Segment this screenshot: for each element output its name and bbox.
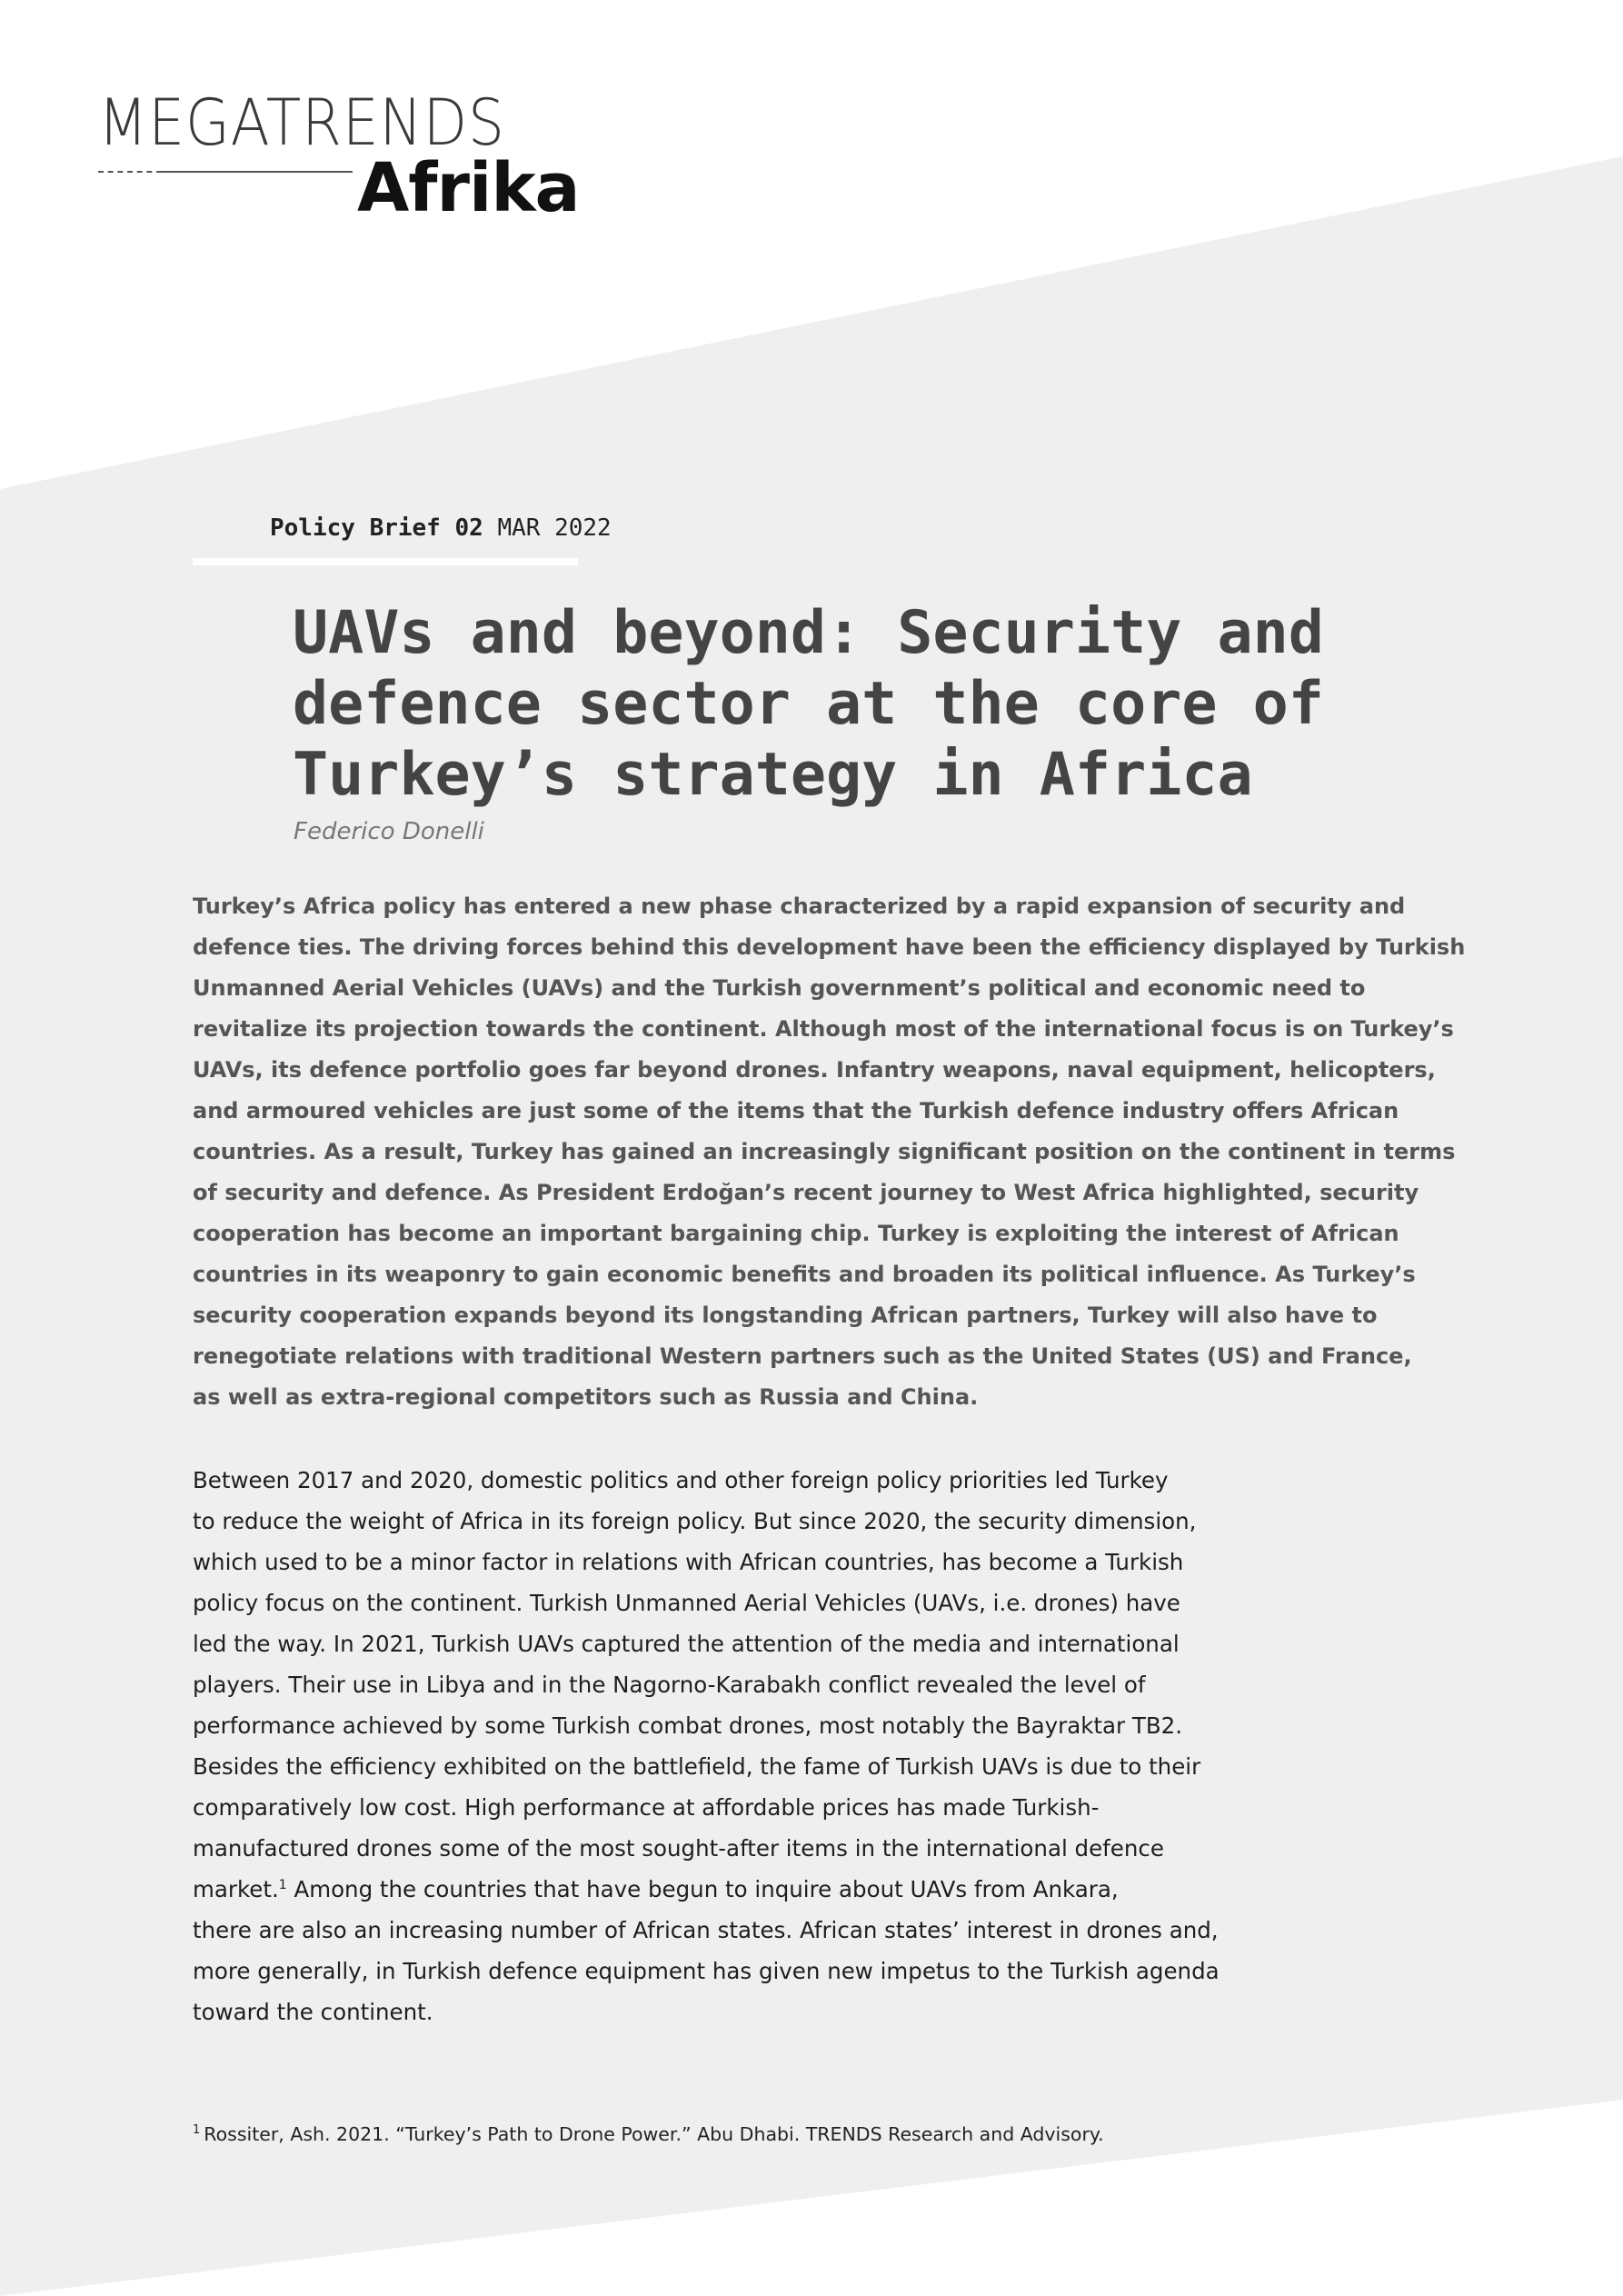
body-text-before-ref: market. xyxy=(193,1876,279,1902)
body-line-with-footnote xyxy=(193,1869,1447,1910)
body-line: there are also an increasing number of African states. African states’ interest in drones and, xyxy=(193,1917,1219,1943)
body-line: manufactured drones some of the most sought-after items in the international defence xyxy=(193,1835,1164,1862)
body-line: players. Their use in Libya and in the Nagorno-Karabakh conflict revealed the level of xyxy=(193,1672,1146,1698)
body-line: Between 2017 and 2020, domestic politics and other foreign policy priorities led Turkey xyxy=(193,1467,1169,1493)
abstract-line: renegotiate relations with traditional Western partners such as the United States (US) and France, xyxy=(193,1343,1412,1369)
abstract-line: countries in its weaponry to gain economic benefits and broaden its political influence. As Turkey’s xyxy=(193,1262,1416,1287)
body-line: to reduce the weight of Africa in its foreign policy. But since 2020, the security dimension, xyxy=(193,1508,1197,1534)
abstract-line: Unmanned Aerial Vehicles (UAVs) and the Turkish government’s political and economic need to xyxy=(193,975,1366,1001)
abstract-line: cooperation has become an important bargaining chip. Turkey is exploiting the interest of African xyxy=(193,1221,1399,1246)
logo-afrika-text: Afrika xyxy=(357,149,580,227)
body-line: comparatively low cost. High performance at affordable prices has made Turkish- xyxy=(193,1794,1100,1821)
logo-dashed-rule xyxy=(98,171,162,173)
body-paragraph xyxy=(193,1460,1447,2032)
policy-brief-label: Policy Brief 02 xyxy=(270,514,483,542)
author-name: Federico Donelli xyxy=(294,818,484,845)
policy-brief-date: MAR 2022 xyxy=(497,514,612,542)
body-line: led the way. In 2021, Turkish UAVs captured the attention of the media and international xyxy=(193,1631,1180,1657)
abstract-line: of security and defence. As President Erdoğan’s recent journey to West Africa highlighted, security xyxy=(193,1180,1419,1205)
megatrends-afrika-logo xyxy=(98,85,580,227)
body-line: Besides the efficiency exhibited on the battlefield, the fame of Turkish UAVs is due to their xyxy=(193,1753,1201,1780)
footnote-mark: 1 xyxy=(193,2123,201,2138)
body-line: which used to be a minor factor in relations with African countries, has become a Turkish xyxy=(193,1549,1184,1575)
title-line: Turkey’s strategy in Africa xyxy=(293,741,1253,809)
title-line: UAVs and beyond: Security and xyxy=(293,599,1324,667)
policy-brief-header xyxy=(270,514,612,542)
abstract-line: security cooperation expands beyond its longstanding African partners, Turkey will also have to xyxy=(193,1303,1378,1328)
page-title xyxy=(293,598,1474,811)
footnote-text: Rossiter, Ash. 2021. “Turkey’s Path to Drone Power.” Abu Dhabi. TRENDS Research and Advisory. xyxy=(204,2123,1104,2145)
body-line: policy focus on the continent. Turkish Unmanned Aerial Vehicles (UAVs, i.e. drones) have xyxy=(193,1590,1180,1616)
abstract-line: UAVs, its defence portfolio goes far beyond drones. Infantry weapons, naval equipment, helicopters, xyxy=(193,1057,1436,1083)
title-line: defence sector at the core of xyxy=(293,670,1324,738)
footnote xyxy=(193,2123,1104,2145)
logo-megatrends-text: MEGATRENDS xyxy=(98,85,505,160)
abstract-line: countries. As a result, Turkey has gained an increasingly significant position on the continent in terms xyxy=(193,1139,1456,1164)
body-line: toward the continent. xyxy=(193,1999,433,2025)
abstract-line: defence ties. The driving forces behind this development have been the efficiency displayed by Turkish xyxy=(193,934,1466,960)
abstract-paragraph xyxy=(193,886,1466,1418)
abstract-line: as well as extra-regional competitors such as Russia and China. xyxy=(193,1384,979,1410)
body-text-after-ref: Among the countries that have begun to inquire about UAVs from Ankara, xyxy=(286,1876,1119,1902)
abstract-line: revitalize its projection towards the continent. Although most of the international focus is on Turkey’s xyxy=(193,1016,1454,1042)
header-underline xyxy=(193,558,578,565)
body-line: more generally, in Turkish defence equipment has given new impetus to the Turkish agenda xyxy=(193,1958,1220,1984)
abstract-line: and armoured vehicles are just some of the items that the Turkish defence industry offers African xyxy=(193,1098,1399,1123)
footnote-reference-link[interactable]: 1 xyxy=(278,1877,287,1892)
abstract-line: Turkey’s Africa policy has entered a new phase characterized by a rapid expansion of security and xyxy=(193,893,1406,919)
body-line: performance achieved by some Turkish combat drones, most notably the Bayraktar TB2. xyxy=(193,1712,1183,1739)
